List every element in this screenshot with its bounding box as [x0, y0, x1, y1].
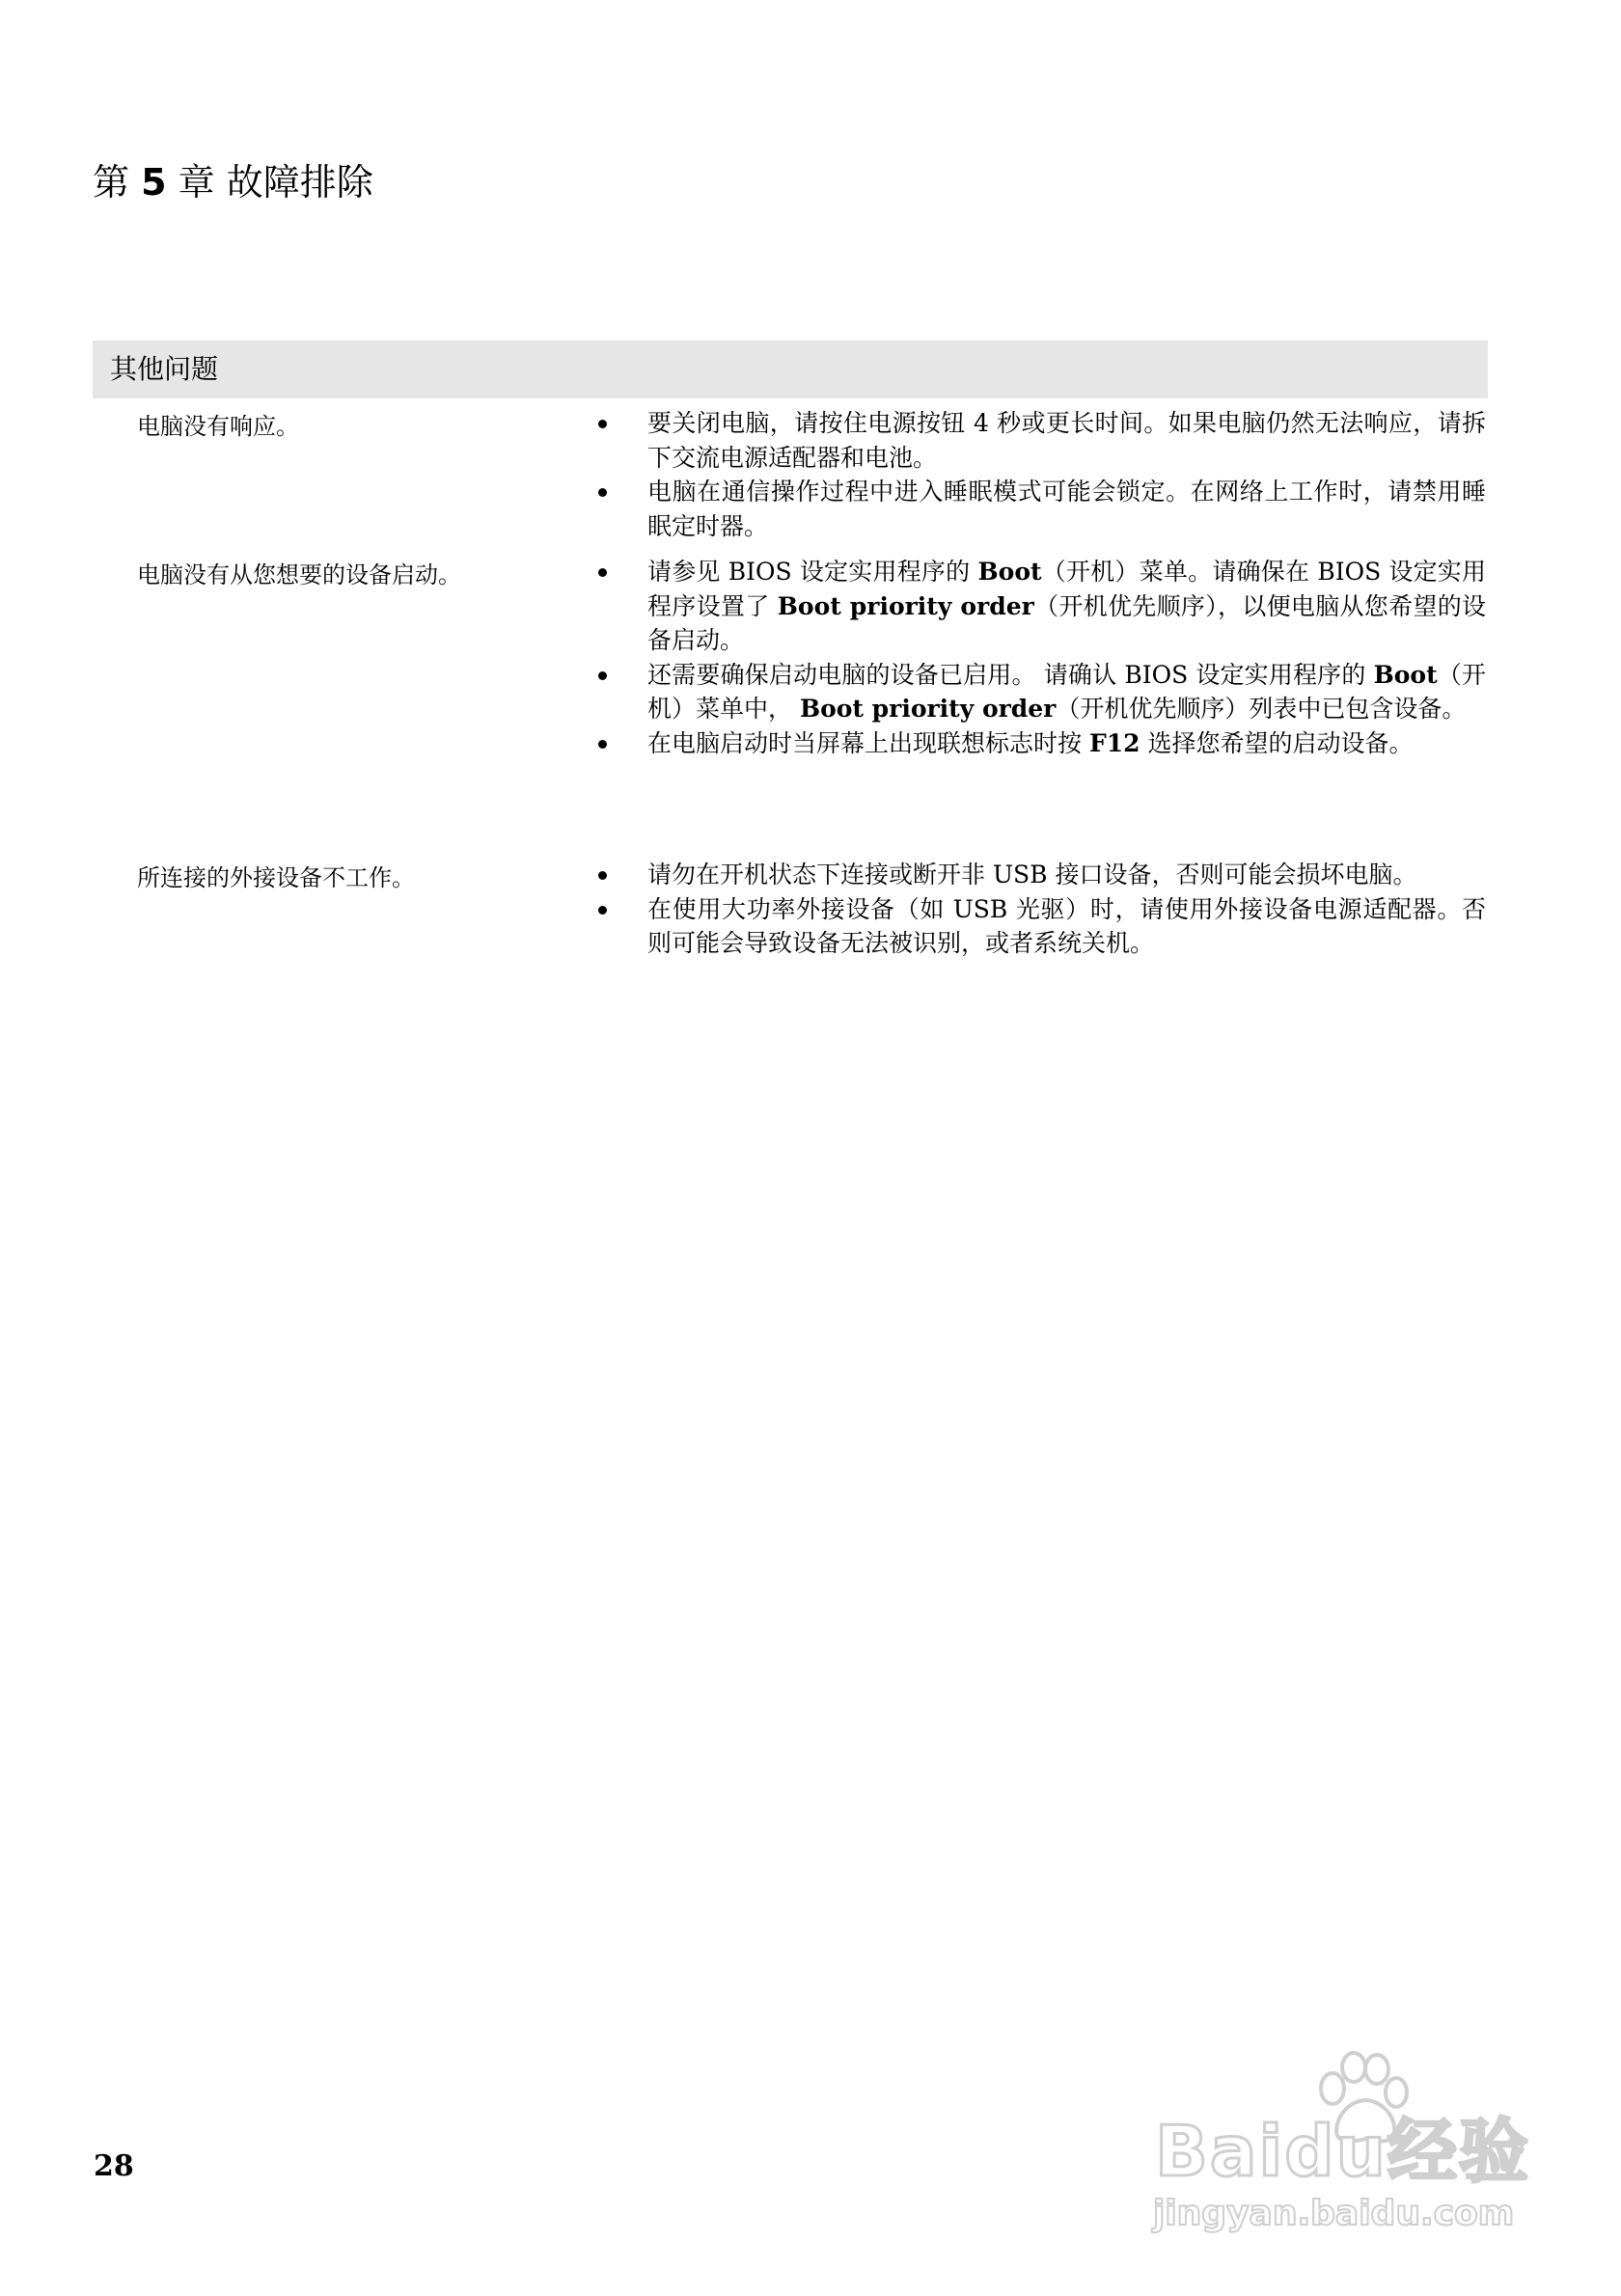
solution-text: 请参见 BIOS 设定实用程序的	[647, 558, 978, 586]
solution-list	[598, 406, 1486, 543]
solution-text: 电脑在通信操作过程中进入睡眠模式可能会锁定。在网络上工作时，请禁用睡眠定时器。	[647, 478, 1486, 540]
bullet-icon	[598, 740, 607, 749]
solution-text: 还需要确保启动电脑的设备已启用。 请确认 BIOS 设定实用程序的	[647, 660, 1374, 689]
watermark-url: jingyan.baidu.com	[1153, 2194, 1515, 2233]
watermark	[1153, 2050, 1558, 2233]
solution-item	[598, 658, 1486, 726]
bullet-icon	[598, 420, 607, 428]
bullet-icon	[598, 671, 607, 680]
solution-text: （开机优先顺序）列表中已包含设备。	[1056, 695, 1467, 723]
bullet-icon	[598, 871, 607, 880]
solution-text: 在使用大功率外接设备（如 USB 光驱）时，请使用外接设备电源适配器。否则可能会导致设备无法被识别，或者系统关机。	[647, 894, 1486, 957]
problem-label: 所连接的外接设备不工作。	[137, 864, 415, 891]
section-header	[93, 341, 1488, 398]
solution-item	[598, 892, 1486, 961]
bullet-icon	[598, 488, 607, 497]
solution-item	[598, 726, 1486, 761]
solution-item	[598, 406, 1486, 475]
solution-text: （开机优先顺序），以便电脑从您希望的设备启动。	[647, 591, 1487, 654]
bullet-icon	[598, 568, 607, 577]
chapter-number: 5	[141, 161, 167, 204]
page-number: 28	[94, 2149, 134, 2183]
solution-text: 请勿在开机状态下连接或断开非 USB 接口设备，否则可能会损坏电脑。	[647, 861, 1417, 888]
chapter-name: 章 故障排除	[178, 161, 373, 204]
problem-label: 电脑没有响应。	[137, 413, 299, 440]
emphasis-text: Boot priority order	[799, 695, 1057, 723]
watermark-logo-text: Baidu经验	[1155, 2111, 1530, 2192]
solution-text: （开机）菜单中，	[647, 660, 1486, 723]
solution-item	[598, 475, 1486, 543]
solution-list	[598, 555, 1486, 760]
solution-text: 要关闭电脑，请按住电源按钮 4 秒或更长时间。如果电脑仍然无法响应，请拆下交流电源适配器和电池。	[647, 409, 1486, 472]
solution-text: 选择您希望的启动设备。	[1140, 728, 1414, 757]
solution-item	[598, 555, 1486, 658]
section-title: 其他问题	[110, 353, 219, 385]
problem-label: 电脑没有从您想要的设备启动。	[137, 561, 461, 588]
emphasis-text: Boot	[977, 558, 1042, 586]
solution-text: （开机）菜单。请确保在 BIOS 设定实用程序设置了	[647, 558, 1487, 620]
emphasis-text: Boot priority order	[777, 591, 1034, 620]
emphasis-text: Boot	[1373, 660, 1438, 689]
solution-text: 在电脑启动时当屏幕上出现联想标志时按	[647, 728, 1089, 757]
chapter-title	[93, 158, 373, 206]
solution-list	[598, 858, 1486, 961]
chapter-prefix: 第	[93, 161, 130, 204]
emphasis-text: F12	[1088, 728, 1140, 757]
bullet-icon	[598, 906, 607, 915]
solution-item	[598, 858, 1486, 892]
